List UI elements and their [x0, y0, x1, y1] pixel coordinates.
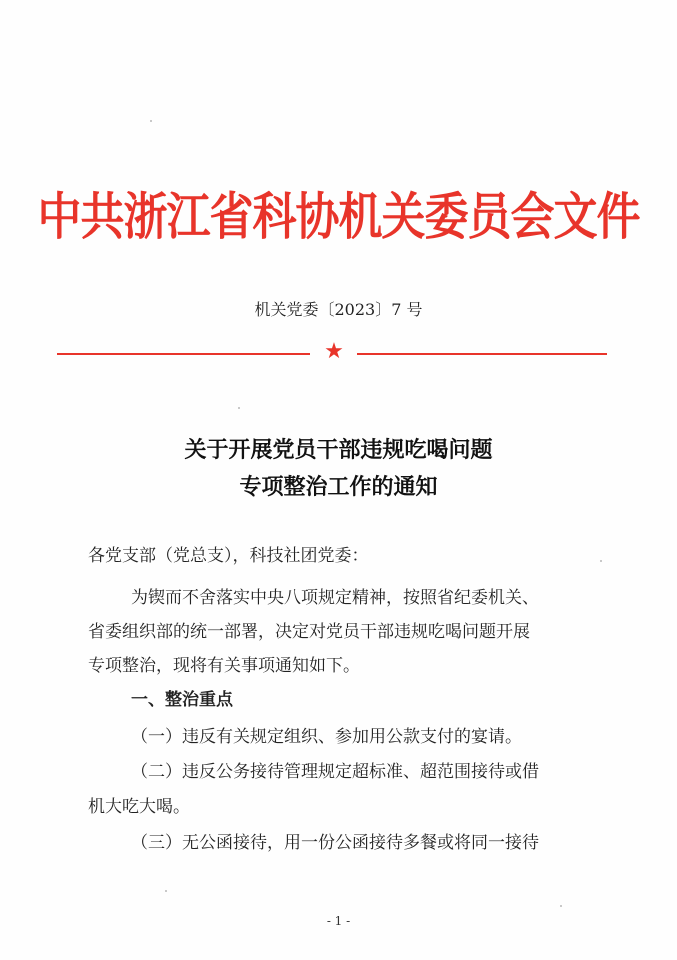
notice-title-line2: 专项整治工作的通知: [239, 474, 438, 500]
item-2-line-1: （二）违反公务接待管理规定超标准、超范围接待或借: [131, 762, 539, 782]
document-number: 机关党委〔2023〕7 号: [254, 300, 423, 319]
notice-title-line1: 关于开展党员干部违规吃喝问题: [184, 437, 493, 463]
scan-speck: [165, 890, 167, 892]
red-divider-right: [357, 353, 607, 355]
page-number: - 1 -: [326, 914, 351, 928]
item-1: （一）违反有关规定组织、参加用公款支付的宴请。: [131, 727, 522, 747]
intro-line-2: 省委组织部的统一部署，决定对党员干部违规吃喝问题开展: [88, 622, 530, 642]
scan-speck: [238, 407, 240, 409]
section-heading: 一、整治重点: [131, 690, 233, 710]
intro-line-3: 专项整治，现将有关事项通知如下。: [88, 656, 360, 676]
item-2-line-2: 机大吃大喝。: [88, 797, 190, 817]
red-divider-left: [57, 353, 310, 355]
item-3-line-1: （三）无公函接待，用一份公函接待多餐或将同一接待: [131, 833, 539, 853]
star-icon: ★: [324, 339, 344, 364]
salutation: 各党支部（党总支），科技社团党委：: [88, 546, 369, 566]
scan-speck: [560, 905, 562, 907]
scan-speck: [600, 560, 602, 562]
scan-speck: [150, 120, 152, 122]
intro-line-1: 为锲而不舍落实中央八项规定精神，按照省纪委机关、: [131, 588, 539, 608]
document-masthead: 中共浙江省科协机关委员会文件: [37, 187, 640, 247]
